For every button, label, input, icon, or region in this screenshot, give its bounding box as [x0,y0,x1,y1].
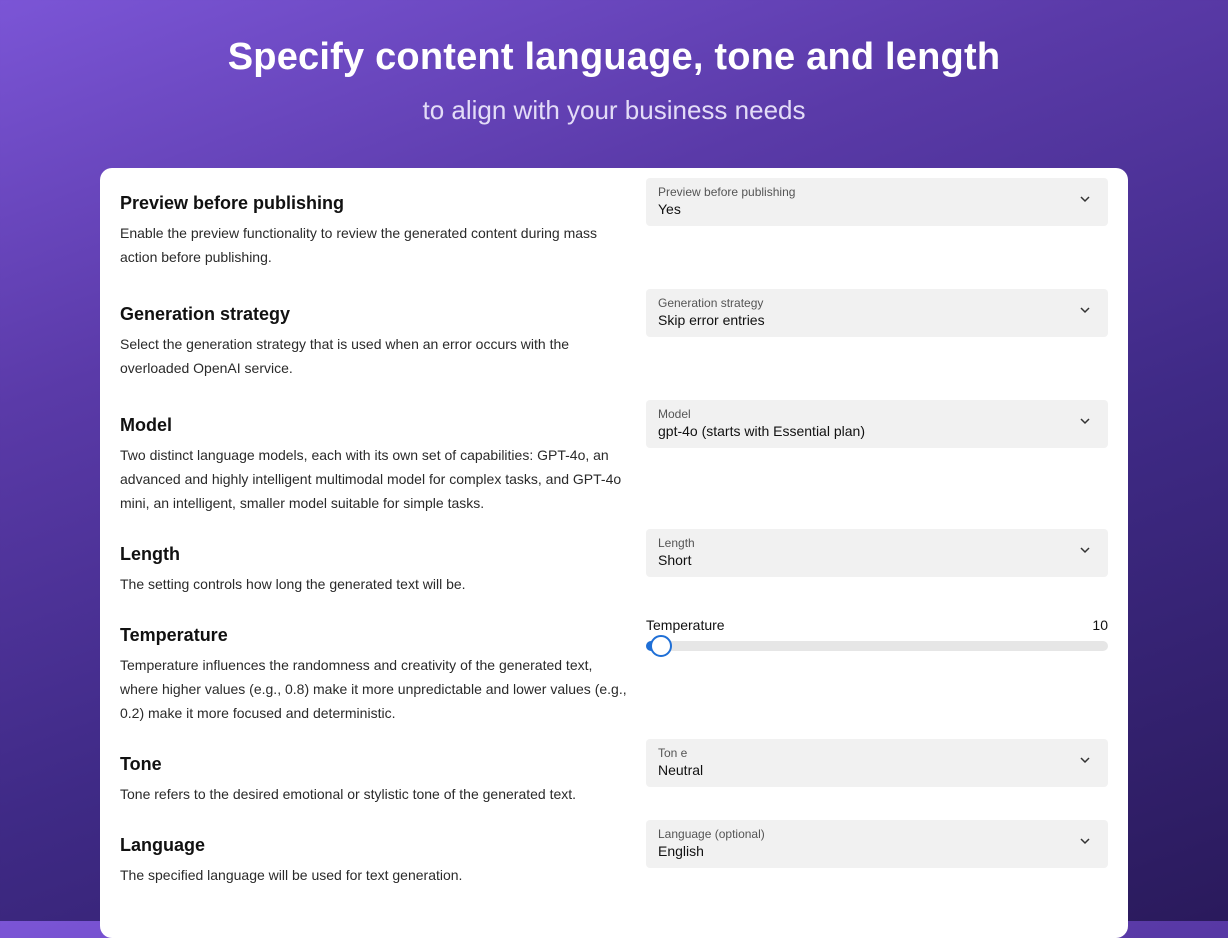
chevron-down-icon [1078,753,1092,767]
setting-description: Select the generation strategy that is used when an error occurs with the overloaded OpenAI service. [120,336,570,376]
temperature-value: 10 [1092,617,1108,633]
setting-title: Length [120,544,180,564]
select-label: Preview before publishing [658,185,796,199]
select-value: gpt-4o (starts with Essential plan) [658,423,865,439]
select-value: English [658,843,704,859]
select-label: Generation strategy [658,296,764,310]
chevron-down-icon [1078,543,1092,557]
language-select[interactable] [646,820,1108,868]
select-value: Skip error entries [658,312,765,328]
setting-title: Tone [120,754,162,774]
tone-select[interactable] [646,739,1108,787]
setting-description: The setting controls how long the generated text will be. [120,576,466,592]
settings-card [100,168,1128,938]
chevron-down-icon [1078,303,1092,317]
strategy-select[interactable] [646,289,1108,337]
model-select[interactable] [646,400,1108,448]
preview-select[interactable] [646,178,1108,226]
hero-subtitle: to align with your business needs [422,95,806,125]
setting-title: Temperature [120,625,228,645]
length-select[interactable] [646,529,1108,577]
select-label: Ton e [658,746,688,760]
temperature-slider-label: Temperature [646,617,725,633]
setting-description: The specified language will be used for text generation. [120,867,463,883]
select-label: Length [658,536,695,550]
chevron-down-icon [1078,834,1092,848]
setting-title: Preview before publishing [120,193,345,213]
chevron-down-icon [1078,192,1092,206]
select-label: Model [658,407,691,421]
select-value: Short [658,552,692,568]
setting-title: Language [120,835,206,855]
hero-title: Specify content language, tone and length [227,36,1001,78]
select-value: Yes [658,201,681,217]
temperature-slider-thumb[interactable] [650,635,672,657]
select-label: Language (optional) [658,827,765,841]
setting-description: Tone refers to the desired emotional or stylistic tone of the generated text. [120,786,577,802]
chevron-down-icon [1078,414,1092,428]
setting-description: Enable the preview functionality to review the generated content during mass action before publishing. [120,225,598,265]
setting-description: Temperature influences the randomness and creativity of the generated text, where higher values (e.g., 0.8) make it more unpredictable and lower values (e.g., 0.2) make it more focused and deterministic. [120,657,627,721]
select-value: Neutral [658,762,704,778]
temperature-slider-track[interactable] [646,641,1108,651]
setting-title: Generation strategy [120,304,291,324]
setting-description: Two distinct language models, each with its own set of capabilities: GPT-4o, an advanced and highly intelligent multimodal model for complex tasks, and GPT-4o mini, an intelligent, smaller model suitable for simple tasks. [120,447,622,511]
setting-title: Model [120,415,172,435]
